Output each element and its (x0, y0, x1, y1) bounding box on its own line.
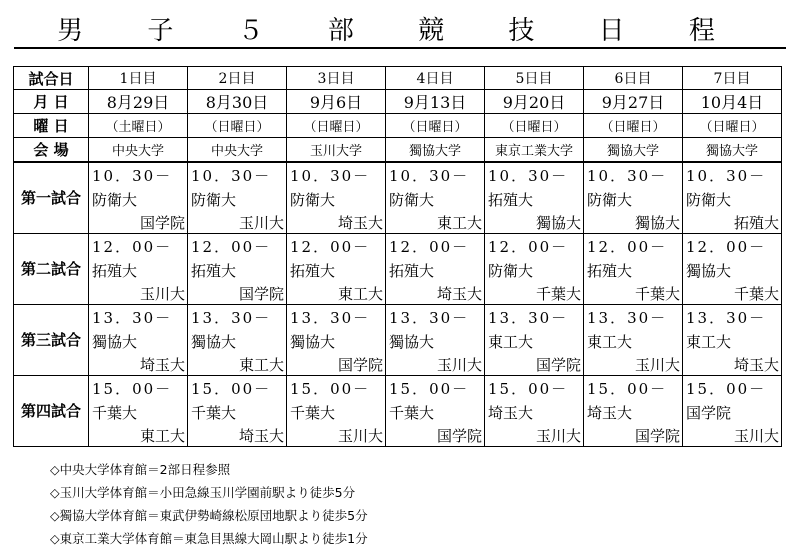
match-cell (683, 233, 782, 304)
venue-cell: 獨協大学 (683, 138, 782, 162)
match-time: 15．00－ (290, 379, 371, 398)
page-title: 男 子 ５ 部 競 技 日 程 (57, 16, 743, 46)
team-b: 千葉大 (634, 284, 680, 303)
match-time: 12．00－ (92, 237, 173, 256)
date-cell: 8月29日 (89, 90, 188, 114)
team-b: 玉川大 (733, 426, 779, 445)
team-b: 玉川大 (238, 213, 284, 232)
day-cell: 1日目 (89, 67, 188, 90)
team-b: 千葉大 (733, 284, 779, 303)
match-cell (485, 304, 584, 375)
team-a: 国学院 (686, 403, 732, 422)
team-b: 玉川大 (139, 284, 185, 303)
team-a: 埼玉大 (587, 403, 633, 422)
match-cell (287, 304, 386, 375)
match-cell (89, 162, 188, 234)
match-time: 13．30－ (389, 308, 470, 327)
weekday-cell: （日曜日） (683, 114, 782, 138)
team-a: 埼玉大 (488, 403, 534, 422)
team-a: 千葉大 (92, 403, 138, 422)
match-cell (287, 162, 386, 234)
team-b: 埼玉大 (238, 426, 284, 445)
team-b: 国学院 (535, 355, 581, 374)
team-b: 国学院 (139, 213, 185, 232)
match-cell (188, 162, 287, 234)
team-a: 獨協大 (92, 332, 138, 351)
team-a: 拓殖大 (191, 261, 237, 280)
team-a: 東工大 (488, 332, 534, 351)
date-cell: 10月4日 (683, 90, 782, 114)
team-a: 東工大 (587, 332, 633, 351)
match-time: 15．00－ (191, 379, 272, 398)
label-date: 月 日 (14, 90, 89, 114)
team-a: 防衛大 (686, 190, 732, 209)
team-b: 国学院 (436, 426, 482, 445)
match-cell (683, 375, 782, 446)
day-cell: 3日目 (287, 67, 386, 90)
team-a: 千葉大 (191, 403, 237, 422)
match-time: 13．30－ (686, 308, 767, 327)
match-time: 12．00－ (488, 237, 569, 256)
day-cell: 2日目 (188, 67, 287, 90)
match-label: 第三試合 (14, 304, 89, 375)
team-b: 埼玉大 (436, 284, 482, 303)
match-cell (584, 162, 683, 234)
team-b: 国学院 (634, 426, 680, 445)
team-a: 防衛大 (587, 190, 633, 209)
venue-note: ◇東京工業大学体育館＝東急目黒線大岡山駅より徒歩1分 (50, 531, 368, 546)
weekday-cell: （日曜日） (386, 114, 485, 138)
team-b: 埼玉大 (139, 355, 185, 374)
venue-cell: 獨協大学 (386, 138, 485, 162)
team-b: 玉川大 (337, 426, 383, 445)
match-time: 10．30－ (686, 166, 767, 185)
date-cell: 9月27日 (584, 90, 683, 114)
row-weekday (14, 114, 782, 138)
day-cell: 4日目 (386, 67, 485, 90)
match-cell (485, 233, 584, 304)
team-b: 東工大 (238, 355, 284, 374)
venue-notes (50, 458, 368, 550)
match-time: 15．00－ (686, 379, 767, 398)
match-cell (485, 162, 584, 234)
match-cell (89, 233, 188, 304)
match-time: 12．00－ (290, 237, 371, 256)
match-row (14, 233, 782, 304)
team-b: 玉川大 (436, 355, 482, 374)
match-cell (683, 162, 782, 234)
match-cell (386, 375, 485, 446)
team-b: 拓殖大 (733, 213, 779, 232)
team-a: 拓殖大 (290, 261, 336, 280)
match-time: 15．00－ (488, 379, 569, 398)
match-time: 12．00－ (191, 237, 272, 256)
weekday-cell: （日曜日） (287, 114, 386, 138)
match-cell (584, 304, 683, 375)
match-cell (485, 375, 584, 446)
match-time: 15．00－ (587, 379, 668, 398)
weekday-cell: （日曜日） (188, 114, 287, 138)
match-cell (584, 375, 683, 446)
row-venue (14, 138, 782, 162)
day-cell: 6日目 (584, 67, 683, 90)
match-cell (89, 304, 188, 375)
match-time: 12．00－ (389, 237, 470, 256)
team-b: 国学院 (238, 284, 284, 303)
match-time: 10．30－ (389, 166, 470, 185)
venue-cell: 獨協大学 (584, 138, 683, 162)
match-time: 10．30－ (488, 166, 569, 185)
label-weekday: 曜 日 (14, 114, 89, 138)
team-a: 獨協大 (290, 332, 336, 351)
team-b: 獨協大 (634, 213, 680, 232)
match-time: 15．00－ (389, 379, 470, 398)
team-b: 獨協大 (535, 213, 581, 232)
team-a: 防衛大 (488, 261, 534, 280)
date-cell: 9月6日 (287, 90, 386, 114)
weekday-cell: （日曜日） (584, 114, 683, 138)
team-a: 獨協大 (389, 332, 435, 351)
schedule-table (13, 66, 782, 447)
date-cell: 9月13日 (386, 90, 485, 114)
venue-note: ◇獨協大学体育館＝東武伊勢崎線松原団地駅より徒歩5分 (50, 508, 368, 523)
team-a: 防衛大 (191, 190, 237, 209)
team-b: 玉川大 (634, 355, 680, 374)
match-row (14, 162, 782, 234)
venue-cell: 玉川大学 (287, 138, 386, 162)
match-time: 10．30－ (191, 166, 272, 185)
match-time: 10．30－ (290, 166, 371, 185)
team-b: 東工大 (337, 284, 383, 303)
team-a: 千葉大 (389, 403, 435, 422)
match-cell (287, 375, 386, 446)
match-row (14, 304, 782, 375)
match-cell (89, 375, 188, 446)
team-b: 国学院 (337, 355, 383, 374)
match-cell (386, 162, 485, 234)
match-time: 10．30－ (92, 166, 173, 185)
match-label: 第二試合 (14, 233, 89, 304)
match-time: 15．00－ (92, 379, 173, 398)
match-cell (188, 233, 287, 304)
team-b: 東工大 (139, 426, 185, 445)
team-a: 拓殖大 (92, 261, 138, 280)
venue-cell: 中央大学 (188, 138, 287, 162)
match-cell (683, 304, 782, 375)
match-row (14, 375, 782, 446)
team-a: 拓殖大 (587, 261, 633, 280)
label-match-day: 試合日 (14, 67, 89, 90)
venue-note: ◇玉川大学体育館＝小田急線玉川学園前駅より徒歩5分 (50, 485, 356, 500)
team-a: 獨協大 (191, 332, 237, 351)
team-b: 埼玉大 (733, 355, 779, 374)
match-cell (386, 233, 485, 304)
match-cell (584, 233, 683, 304)
team-b: 埼玉大 (337, 213, 383, 232)
match-time: 13．30－ (290, 308, 371, 327)
team-a: 東工大 (686, 332, 732, 351)
day-cell: 5日目 (485, 67, 584, 90)
date-cell: 8月30日 (188, 90, 287, 114)
match-cell (188, 375, 287, 446)
row-match-day (14, 67, 782, 90)
match-cell (386, 304, 485, 375)
team-b: 東工大 (436, 213, 482, 232)
venue-note: ◇中央大学体育館＝2部日程参照 (50, 462, 231, 477)
match-cell (188, 304, 287, 375)
date-cell: 9月20日 (485, 90, 584, 114)
team-a: 防衛大 (389, 190, 435, 209)
team-a: 拓殖大 (389, 261, 435, 280)
team-a: 獨協大 (686, 261, 732, 280)
team-a: 防衛大 (92, 190, 138, 209)
match-label: 第四試合 (14, 375, 89, 446)
match-time: 12．00－ (686, 237, 767, 256)
team-a: 千葉大 (290, 403, 336, 422)
day-cell: 7日目 (683, 67, 782, 90)
weekday-cell: （日曜日） (485, 114, 584, 138)
team-b: 千葉大 (535, 284, 581, 303)
match-label: 第一試合 (14, 162, 89, 234)
team-a: 拓殖大 (488, 190, 534, 209)
venue-cell: 東京工業大学 (485, 138, 584, 162)
match-time: 13．30－ (191, 308, 272, 327)
venue-cell: 中央大学 (89, 138, 188, 162)
match-cell (287, 233, 386, 304)
team-b: 玉川大 (535, 426, 581, 445)
match-time: 13．30－ (488, 308, 569, 327)
team-a: 防衛大 (290, 190, 336, 209)
title-underline (14, 47, 786, 49)
match-time: 12．00－ (587, 237, 668, 256)
label-venue: 会 場 (14, 138, 89, 162)
match-time: 13．30－ (587, 308, 668, 327)
weekday-cell: （土曜日） (89, 114, 188, 138)
match-time: 13．30－ (92, 308, 173, 327)
match-time: 10．30－ (587, 166, 668, 185)
row-date (14, 90, 782, 114)
